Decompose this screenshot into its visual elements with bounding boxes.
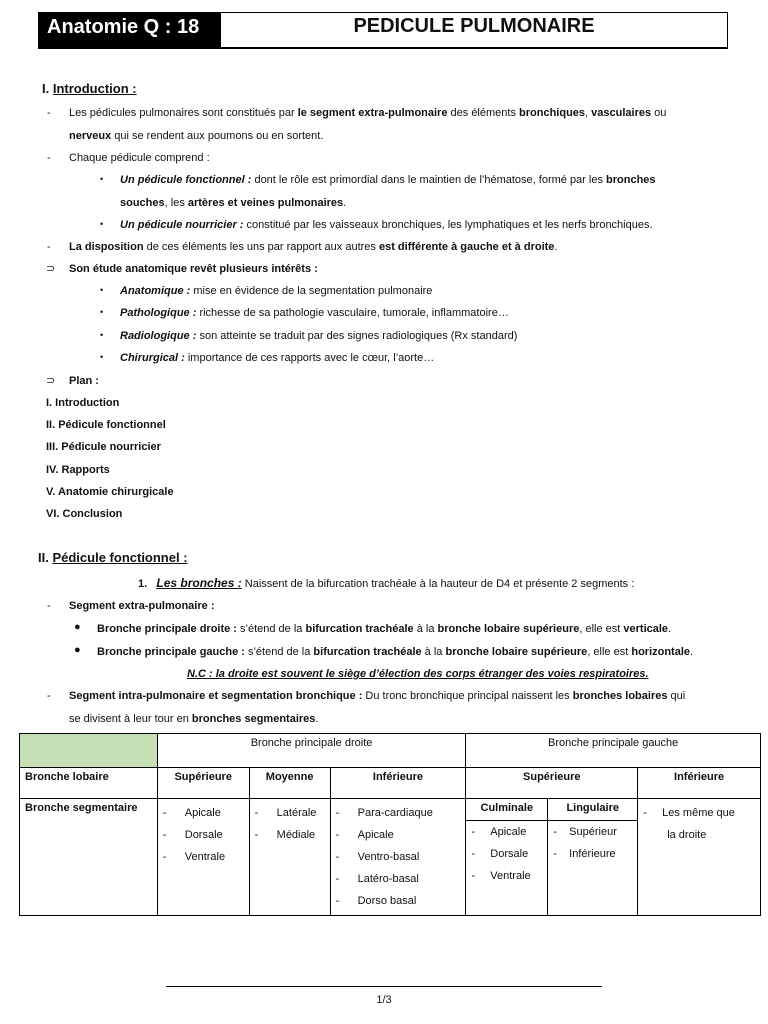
page-number: 1/3 [376,994,392,1006]
plan-item: I. Introduction [46,397,120,409]
list-item: - Médiale [254,829,316,841]
dash-bullet: - [47,152,51,164]
list-item: la droite [667,829,707,841]
cell-lingulaire: Lingulaire - Supérieur - Inférieure [548,799,638,916]
list-item: - Apicale [162,807,221,819]
bullet-icon: • [100,219,104,229]
intro-paragraph-4: Son étude anatomique revêt plusieurs intérêts : [69,263,318,275]
cell-inf-items [330,799,466,916]
intro-paragraph-3: La disposition de ces éléments les uns par rapport aux autres est différente à gauche et à droite. [69,241,558,253]
plan-item: IV. Rapports [46,464,110,476]
bullet-icon: ● [74,644,81,656]
list-item: - Para-cardiaque [335,807,433,819]
page-title: PEDICULE PULMONAIRE [221,13,727,48]
intro-paragraph-2: Chaque pédicule comprend : [69,152,210,164]
col-inferieure-gauche: Inférieure [638,768,761,799]
col-inferieure: Inférieure [330,768,466,799]
list-item: - Ventro-basal [335,851,420,863]
course-label: Anatomie Q : 18 [39,13,221,48]
segment-intra-text: Segment intra-pulmonaire et segmentation bronchique : Du tronc bronchique principal naissent les bronches lobaires qui [69,690,686,702]
segment-extra-heading: Segment extra-pulmonaire : [69,600,215,612]
interest-pathologique: Pathologique : richesse de sa pathologie vasculaire, tumorale, inflammatoire… [120,307,509,319]
dash-bullet: - [47,107,51,119]
col-moyenne: Moyenne [249,768,330,799]
list-item: - Ventrale [471,870,531,882]
document-header [38,12,728,49]
plan-item: VI. Conclusion [46,508,123,520]
bullet-icon: • [100,352,104,362]
plan-item: II. Pédicule fonctionnel [46,419,166,431]
list-item: - Supérieur [553,826,617,838]
dash-bullet: - [47,241,51,253]
subsection-bronches: 1. Les bronches : Naissent de la bifurcation trachéale à la hauteur de D4 et présente 2 segments : [138,576,635,590]
note-clinique: N.C : la droite est souvent le siège d’élection des corps étranger des voies respiratoires. [187,668,649,680]
header-droite: Bronche principale droite [157,734,466,768]
intro-paragraph-1-cont: nerveux qui se rendent aux poumons ou en sortent. [69,130,324,142]
bullet-icon: • [100,174,104,184]
list-item: - Dorsale [162,829,223,841]
bullet-icon: ● [74,621,81,633]
list-item: - Dorsale [471,848,529,860]
list-item: - Dorso basal [335,895,417,907]
list-item: - Apicale [335,829,394,841]
interest-anatomique: Anatomique : mise en évidence de la segmentation pulmonaire [120,285,433,297]
row-label-lobaire: Bronche lobaire [20,768,158,799]
bullet-icon: • [100,285,104,295]
table-corner-cell [20,734,158,768]
cell-culminale: Culminale - Apicale - Dorsale - Ventrale [466,799,548,916]
arrow-icon: ⊃ [46,375,56,387]
interest-chirurgical: Chirurgical : importance de ces rapports avec le cœur, l’aorte… [120,352,435,364]
plan-heading: Plan : [69,375,99,387]
row-label-segmentaire: Bronche segmentaire [20,799,158,916]
cell-inf-gauche [638,799,761,916]
segment-intra-text-cont: se divisent à leur tour en bronches segmentaires. [69,713,319,725]
list-item: - Les même que [643,807,735,819]
list-item: - Latérale [254,807,317,819]
section-fonctionnel-heading: II. Pédicule fonctionnel : [38,550,188,565]
intro-paragraph-1: Les pédicules pulmonaires sont constitués par le segment extra-pulmonaire des éléments bronchiques, vasculaires ou [69,107,667,119]
header-gauche: Bronche principale gauche [466,734,761,768]
arrow-icon: ⊃ [46,263,56,275]
bronche-gauche-text: Bronche principale gauche : s’étend de la bifurcation trachéale à la bronche lobaire supérieure, elle est horizontale. [97,646,694,658]
plan-item: V. Anatomie chirurgicale [46,486,174,498]
bronche-droite-text: Bronche principale droite : s’étend de la bifurcation trachéale à la bronche lobaire supérieure, elle est verticale. [97,623,672,635]
dash-bullet: - [47,600,51,612]
interest-radiologique: Radiologique : son atteinte se traduit par des signes radiologiques (Rx standard) [120,330,518,342]
col-superieure-gauche: Supérieure [466,768,638,799]
bronches-table [19,733,761,916]
intro-bullet-fonctionnel: Un pédicule fonctionnel : dont le rôle est primordial dans le maintien de l’hématose, formé par les bronches [120,174,656,186]
footer-divider [166,986,602,987]
plan-item: III. Pédicule nourricier [46,441,161,453]
section-intro-heading: I. Introduction : [42,81,137,96]
bullet-icon: • [100,330,104,340]
list-item: - Ventrale [162,851,226,863]
list-item: - Inférieure [553,848,616,860]
col-superieure: Supérieure [157,768,249,799]
intro-bullet-nourricier: Un pédicule nourricier : constitué par les vaisseaux bronchiques, les lymphatiques et les nerfs bronchiques. [120,219,653,231]
bullet-icon: • [100,307,104,317]
list-item: - Latéro-basal [335,873,419,885]
cell-moy-items [249,799,330,916]
list-item: - Apicale [471,826,527,838]
cell-sup-items [157,799,249,916]
dash-bullet: - [47,690,51,702]
intro-bullet-fonctionnel-cont: souches, les artères et veines pulmonaires. [120,197,347,209]
